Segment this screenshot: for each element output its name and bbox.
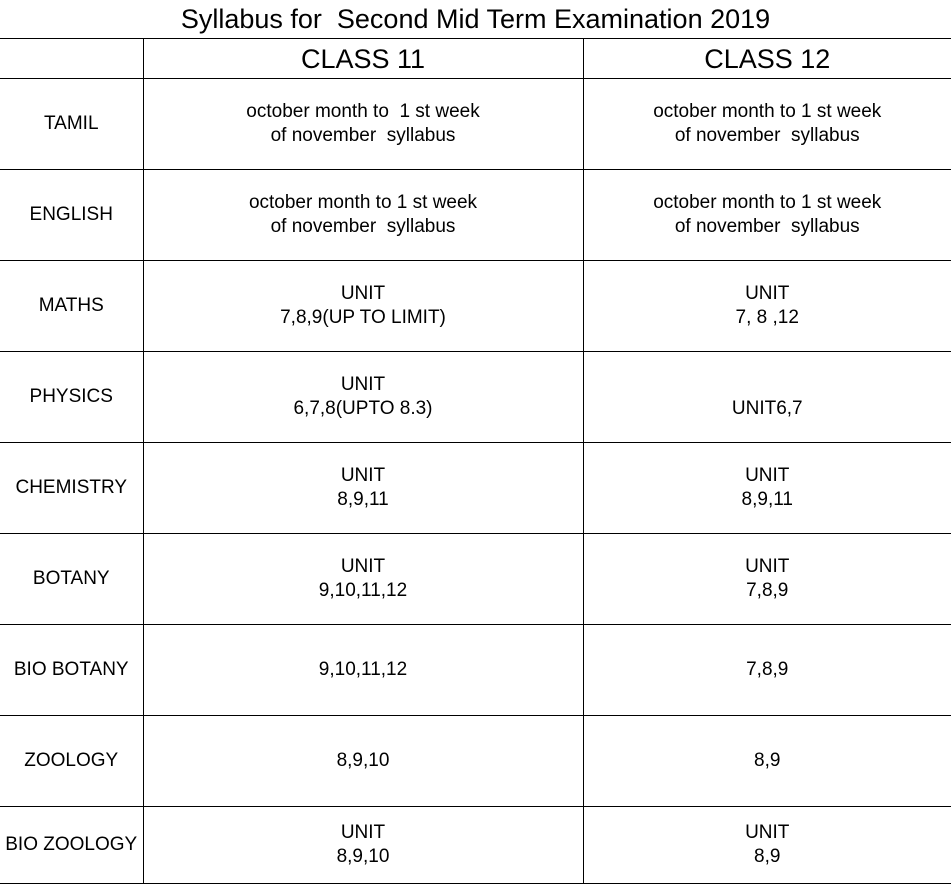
subject-cell: CHEMISTRY: [0, 443, 143, 534]
class-11-cell: [143, 352, 583, 443]
table-row: [0, 625, 951, 716]
table-row: [0, 443, 951, 534]
class-11-cell: [143, 534, 583, 625]
subject-cell: PHYSICS: [0, 352, 143, 443]
subject-cell: BOTANY: [0, 534, 143, 625]
cell-line: 6,7,8(UPTO 8.3): [293, 398, 433, 419]
subject-cell: ENGLISH: [0, 170, 143, 261]
table-row: [0, 534, 951, 625]
document-title: Syllabus for Second Mid Term Examination 2019: [180, 4, 771, 34]
class-12-cell: [583, 79, 951, 170]
cell-line: UNIT: [340, 822, 386, 843]
cell-line: UNIT: [745, 822, 790, 843]
cell-line: october month to 1 st week: [653, 101, 882, 122]
cell-line: october month to 1 st week: [653, 192, 882, 213]
cell-line: of november syllabus: [270, 125, 456, 146]
cell-line: 7,8,9(UP TO LIMIT): [280, 307, 446, 328]
subject-cell: BIO BOTANY: [0, 625, 143, 716]
subject-cell: MATHS: [0, 261, 143, 352]
class-12-cell: [583, 170, 951, 261]
cell-line: of november syllabus: [674, 125, 860, 146]
header-corner-cell: [0, 39, 143, 79]
table-body: [0, 79, 951, 884]
subject-cell: BIO ZOOLOGY: [0, 807, 143, 884]
table-row: [0, 716, 951, 807]
table-row: [0, 79, 951, 170]
cell-line: 8,9: [754, 750, 781, 771]
header-class-12: CLASS 12: [583, 39, 951, 79]
class-12-cell: [583, 534, 951, 625]
class-12-cell: [583, 443, 951, 534]
class-11-cell: [143, 807, 583, 884]
cell-line: october month to 1 st week: [246, 101, 480, 122]
cell-line: UNIT6,7: [731, 398, 803, 419]
header-class-11: CLASS 11: [143, 39, 583, 79]
cell-line: october month to 1 st week: [248, 192, 478, 213]
cell-line: of november syllabus: [270, 216, 456, 237]
class-12-cell: [583, 625, 951, 716]
cell-line: UNIT: [340, 374, 386, 395]
class-12-cell: [583, 261, 951, 352]
class-11-cell: [143, 625, 583, 716]
class-11-cell: [143, 443, 583, 534]
class-12-cell: [583, 807, 951, 884]
table-header-row: [0, 39, 951, 79]
table-row: [0, 807, 951, 884]
syllabus-table: [0, 38, 951, 884]
cell-line: UNIT: [745, 465, 790, 486]
cell-line: 8,9,10: [336, 750, 390, 771]
cell-line: 9,10,11,12: [318, 580, 408, 601]
cell-line: 8,9: [754, 846, 781, 867]
class-11-cell: [143, 261, 583, 352]
class-11-cell: [143, 79, 583, 170]
cell-line: UNIT: [340, 556, 386, 577]
class-12-cell: [583, 352, 951, 443]
cell-line: 8,9,11: [337, 489, 389, 510]
cell-line: UNIT: [745, 556, 790, 577]
subject-cell: TAMIL: [0, 79, 143, 170]
cell-line: 7, 8 ,12: [735, 307, 799, 328]
cell-line: 8,9,10: [336, 846, 390, 867]
cell-line: UNIT: [340, 283, 386, 304]
class-12-cell: [583, 716, 951, 807]
table-row: [0, 261, 951, 352]
table-row: [0, 352, 951, 443]
class-11-cell: [143, 716, 583, 807]
subject-cell: ZOOLOGY: [0, 716, 143, 807]
cell-line: UNIT: [745, 283, 790, 304]
class-11-cell: [143, 170, 583, 261]
cell-line: 9,10,11,12: [318, 659, 408, 680]
cell-line: 8,9,11: [741, 489, 793, 510]
cell-line: 7,8,9: [746, 659, 789, 680]
table-row: [0, 170, 951, 261]
cell-line: UNIT: [340, 465, 386, 486]
cell-line: 7,8,9: [746, 580, 789, 601]
cell-line: of november syllabus: [674, 216, 860, 237]
